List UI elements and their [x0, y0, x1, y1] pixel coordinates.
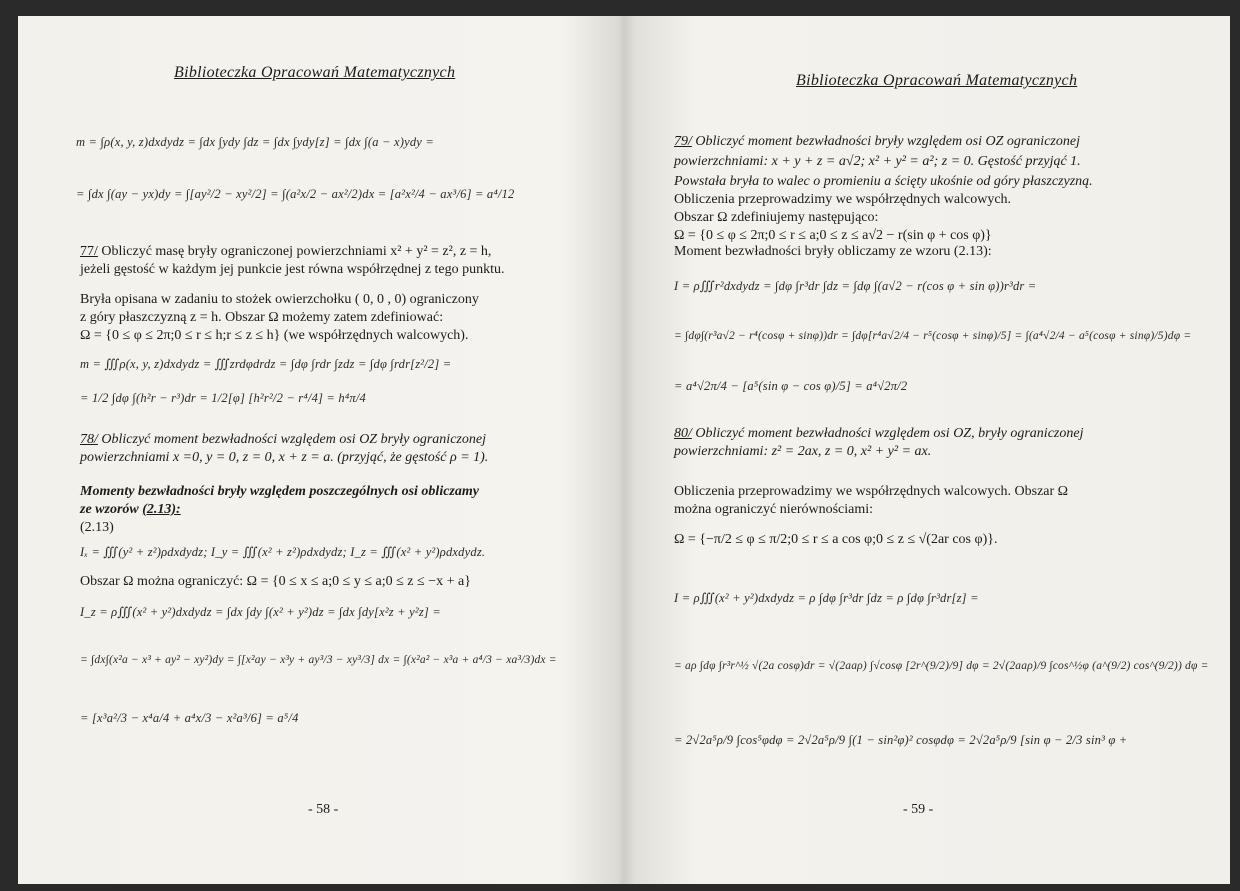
body-text: Obliczenia przeprowadzimy we współrzędnych walcowych. Obszar Ω — [674, 484, 1069, 499]
problem-79-statement — [674, 134, 1080, 150]
equation-line: = ∫dx ∫(ay − yx)dy = ∫[ay²/2 − xy²/2] = ∫(a²x/2 − ax²/2)dx = [a²x²/4 − ax³/6] = a⁴/12 — [76, 187, 515, 201]
bold-text — [80, 502, 181, 518]
statement-text: jeżeli gęstość w każdym jej punkcie jest równa współrzędnej z tego punktu. — [80, 262, 505, 277]
body-text: Obliczenia przeprowadzimy we współrzędnych walcowych. — [674, 192, 1012, 207]
formula-reference: (2.13): — [142, 502, 181, 517]
body-text: Ω = {−π/2 ≤ φ ≤ π/2;0 ≤ r ≤ a cos φ;0 ≤ z ≤ √(2ar cos φ)}. — [674, 532, 998, 547]
bold-text-part: ze wzorów — [80, 502, 143, 517]
statement-text: Obliczyć moment bezwładności bryły względem osi OZ ograniczonej — [691, 134, 1080, 149]
equation-line: m = ∫ρ(x, y, z)dxdydz = ∫dx ∫ydy ∫dz = ∫dx ∫ydy[z] = ∫dx ∫(a − x)ydy = — [76, 135, 434, 149]
bold-text: Momenty bezwładności bryły względem poszczególnych osi obliczamy — [80, 484, 479, 499]
statement-text: powierzchniami: x + y + z = a√2; x² + y² = a²; z = 0. Gęstość przyjąć 1. — [674, 154, 1081, 169]
problem-78-statement — [80, 432, 486, 448]
equation-line: = [x³a²/3 − x⁴a/4 + a⁴x/3 − x²a³/6] = a⁵/4 — [80, 711, 299, 725]
page-number: - 59 - — [903, 802, 934, 817]
equation-line: I = ρ∭(x² + y²)dxdydz = ρ ∫dφ ∫r³dr ∫dz = ρ ∫dφ ∫r³dr[z] = — [674, 591, 979, 605]
body-text: Ω = {0 ≤ φ ≤ 2π;0 ≤ r ≤ a;0 ≤ z ≤ a√2 − r(sin φ + cos φ)} — [674, 228, 992, 243]
equation-line: = a⁴√2π/4 − [a⁵(sin φ − cos φ)/5] = a⁴√2π/2 — [674, 379, 908, 393]
statement-text: powierzchniami x =0, y = 0, z = 0, x + z = a. (przyjąć, że gęstość ρ = 1). — [80, 450, 489, 465]
problem-number: 77/ — [80, 244, 98, 259]
problem-number: 78/ — [80, 432, 98, 447]
body-text: Ω = {0 ≤ φ ≤ 2π;0 ≤ r ≤ h;r ≤ z ≤ h} (we współrzędnych walcowych). — [80, 328, 469, 343]
body-text: można ograniczyć nierównościami: — [674, 502, 874, 517]
body-text: Bryła opisana w zadaniu to stożek owierzchołku ( 0, 0 , 0) ograniczony — [80, 292, 479, 307]
statement-text: Obliczyć masę bryły ograniczonej powierzchniami x² + y² = z², z = h, — [97, 244, 492, 259]
problem-80-statement — [674, 426, 1083, 442]
left-page — [18, 16, 622, 884]
body-text: Obszar Ω zdefiniujemy następująco: — [674, 210, 879, 225]
statement-text: powierzchniami: z² = 2ax, z = 0, x² + y² = ax. — [674, 444, 932, 459]
page-header: Biblioteczka Opracowań Matematycznych — [174, 64, 456, 81]
page-number: - 58 - — [308, 802, 339, 817]
body-text: z góry płaszczyzną z = h. Obszar Ω możemy zatem zdefiniować: — [80, 310, 444, 325]
equation-line: = aρ ∫dφ ∫r³r^½ √(2a cosφ)dr = √(2aaρ) ∫√cosφ [2r^(9/2)/9] dφ = 2√(2aaρ)/9 ∫cos^½φ (a^(9/2) cos^(9/2)) dφ = — [674, 660, 1209, 672]
book-spread — [18, 16, 1230, 884]
problem-77-statement — [80, 244, 491, 260]
equation-line: I_z = ρ∭(x² + y²)dxdydz = ∫dx ∫dy ∫(x² + y²)dz = ∫dx ∫dy[x²z + y²z] = — [80, 605, 441, 619]
equation-line: = 2√2a⁵ρ/9 ∫cos⁵φdφ = 2√2a⁵ρ/9 ∫(1 − sin²φ)² cosφdφ = 2√2a⁵ρ/9 [sin φ − 2/3 sin³ φ + — [674, 733, 1128, 747]
equation-line: Iₓ = ∭(y² + z²)ρdxdydz; I_y = ∭(x² + z²)ρdxdydz; I_z = ∭(x² + y²)ρdxdydz. — [80, 545, 486, 559]
equation-line: = 1/2 ∫dφ ∫(h²r − r³)dr = 1/2[φ] [h²r²/2 − r⁴/4] = h⁴π/4 — [80, 391, 366, 405]
statement-text: Obliczyć moment bezwładności względem osi OZ bryły ograniczonej — [97, 432, 486, 447]
formula-label: (2.13) — [80, 520, 114, 535]
problem-number: 79/ — [674, 134, 692, 149]
page-header: Biblioteczka Opracowań Matematycznych — [796, 72, 1078, 89]
body-text: Moment bezwładności bryły obliczamy ze wzoru (2.13): — [674, 244, 992, 259]
equation-line: m = ∭ρ(x, y, z)dxdydz = ∭zrdφdrdz = ∫dφ ∫rdr ∫zdz = ∫dφ ∫rdr[z²/2] = — [80, 357, 452, 371]
problem-number: 80/ — [674, 426, 692, 441]
equation-line: = ∫dx∫(x²a − x³ + ay² − xy²)dy = ∫[x²ay − x³y + ay³/3 − xy³/3] dx = ∫(x²a² − x³a + a⁴/3 − xa³/3)dx = — [80, 654, 557, 666]
statement-text: Obliczyć moment bezwładności względem osi OZ, bryły ograniczonej — [691, 426, 1084, 441]
equation-line: I = ρ∭r²dxdydz = ∫dφ ∫r³dr ∫dz = ∫dφ ∫(a√2 − r(cos φ + sin φ))r³dr = — [674, 279, 1037, 293]
body-text: Obszar Ω można ograniczyć: Ω = {0 ≤ x ≤ a;0 ≤ y ≤ a;0 ≤ z ≤ −x + a} — [80, 574, 471, 589]
statement-text: Powstała bryła to walec o promieniu a ścięty ukośnie od góry płaszczyzną. — [674, 174, 1093, 189]
equation-line: = ∫dφ∫(r³a√2 − r⁴(cosφ + sinφ))dr = ∫dφ[r⁴a√2/4 − r⁵(cosφ + sinφ)/5] = ∫(a⁴√2/4 − a⁵(cosφ + sinφ)/5)dφ = — [674, 330, 1192, 342]
right-page — [626, 16, 1230, 884]
